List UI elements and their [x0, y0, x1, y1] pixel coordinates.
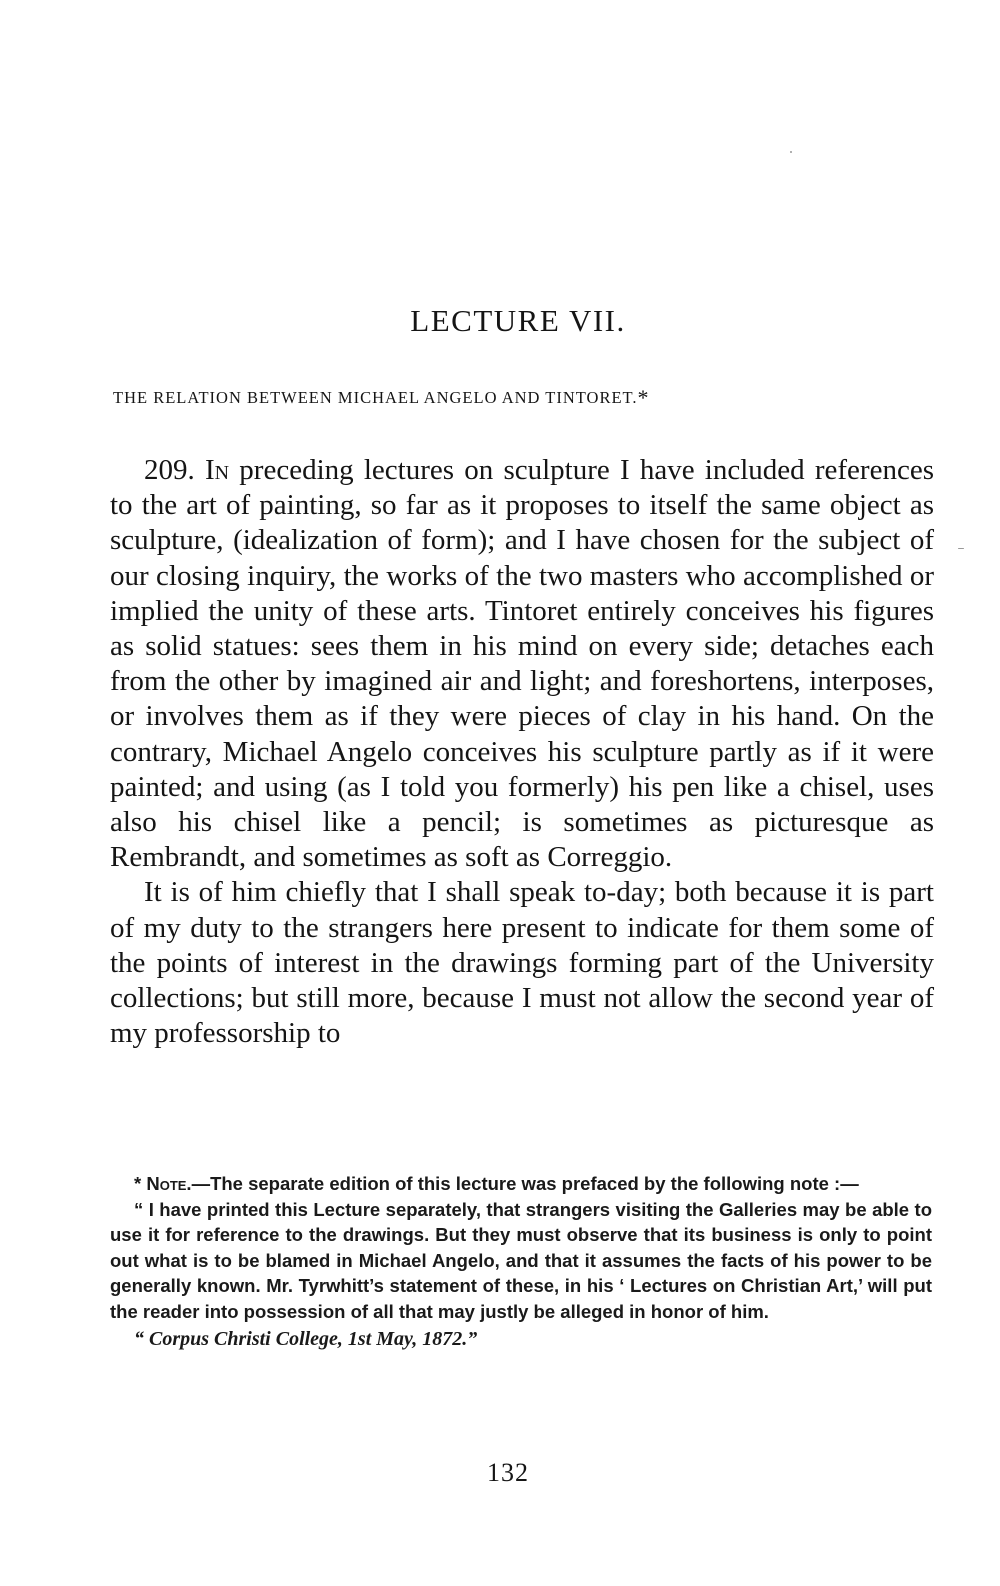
paragraph-number: 209. — [144, 454, 195, 486]
footnote — [110, 1171, 932, 1352]
paragraph-continuation: It is of him chiefly that I shall speak to-day; both because it is part of my duty to the strangers here present to indicate for them some of the points of interest in the drawings forming part of the University collections; but still more, because I must not allow the second year of my professorship to — [110, 876, 934, 1050]
paragraph-text: preceding lectures on sculpture I have included references to the art of painting, so far as it proposes to itself the same object as sculpture, (idealization of form); and I have chosen for the subject of our closing inquiry, the works of the two masters who accomplished or implied the unity of these arts. Tintoret entirely conceives his figures as solid statues: sees them in his mind on every side; detaches each from the other by imagined air and light; and foreshortens, interposes, or involves them as if they were pieces of clay in his hand. On the contrary, Michael Angelo conceives his sculpture partly as if it were painted; and using (as I told you formerly) his pen like a chisel, uses also his chisel like a pencil; is sometimes as picturesque as Rembrandt, and sometimes as soft as Correggio. — [110, 454, 934, 874]
main-text — [110, 453, 934, 1051]
page-number: 132 — [487, 1458, 529, 1487]
footnote-intro-text: —The separate edition of this lecture was prefaced by the following note :— — [191, 1173, 859, 1194]
lecture-title: LECTURE VII. — [410, 303, 626, 338]
print-speck — [958, 548, 964, 549]
footnote-label: Note. — [146, 1173, 192, 1194]
lecture-subtitle — [113, 385, 943, 410]
paragraph-lead-word: In — [204, 454, 230, 486]
footnote-reference-mark: * — [637, 385, 650, 410]
footnote-quote: “ I have printed this Lecture separately, that strangers visiting the Galleries may be able to use it for reference to the drawings. But they must observe that its business is only to point out what is to be blamed in Michael Angelo, and that it assumes the facts of his power to be generally known. Mr. Tyrwhitt’s statement of these, in his ‘ Lectures on Christian Art,’ will put the reader into possession of all that may justly be alleged in honor of him. — [110, 1198, 932, 1322]
footnote-intro — [110, 1171, 932, 1197]
lecture-subtitle-text: THE RELATION BETWEEN MICHAEL ANGELO AND TINTORET. — [113, 388, 638, 407]
footnote-signature: “ Corpus Christi College, 1st May, 1872.” — [134, 1327, 478, 1350]
print-speck — [790, 151, 792, 153]
footnote-mark: * — [134, 1173, 142, 1194]
paragraph-209 — [110, 453, 934, 875]
